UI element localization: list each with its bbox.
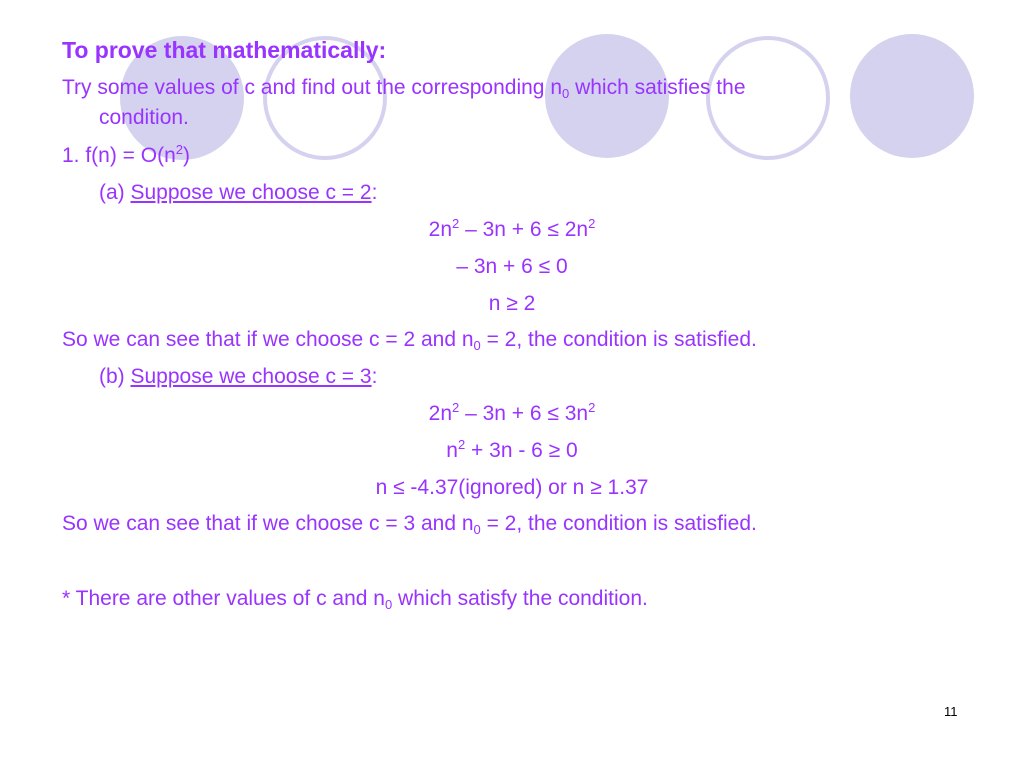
intro-text-continued: condition. xyxy=(99,106,189,129)
equation-a1: $2n^2 - 3n + 6 \le 2n^2$ xyxy=(428,216,596,241)
item-1-heading: 1. $f(n) = O(n^2)$ xyxy=(62,142,191,167)
conclusion-b: So we can see that if we choose c = 3 and $n_0 = 2$, the condition is satisfied. xyxy=(62,512,757,537)
case-a-heading: (a) Suppose we choose c = 2: xyxy=(99,181,378,204)
page-number: 11 xyxy=(944,704,958,719)
case-a-underlined: Suppose we choose c = 2 xyxy=(130,181,372,204)
slide-title: To prove that mathematically: xyxy=(62,37,387,63)
case-b-underlined: Suppose we choose c = 3 xyxy=(130,365,372,388)
equation-b3: n ≤ -4.37(ignored) or n ≥ 1.37 xyxy=(375,476,649,499)
equation-b1: $2n^2 - 3n + 6 \le 3n^2$ xyxy=(428,400,596,425)
equation-b2: $n^2 + 3n - 6 \ge 0$ xyxy=(446,437,578,462)
footnote: * There are other values of c and $n_0$ which satisfy the condition. xyxy=(62,587,648,612)
equation-a3: n ≥ 2 xyxy=(488,292,536,315)
equation-a2: – 3n + 6 ≤ 0 xyxy=(456,255,568,278)
conclusion-a: So we can see that if we choose c = 2 and $n_0 = 2$, the condition is satisfied. xyxy=(62,328,757,353)
case-b-heading: (b) Suppose we choose c = 3: xyxy=(99,365,378,388)
intro-text: Try some values of c and find out the corresponding $n_0$ which satisfies the xyxy=(62,76,746,101)
